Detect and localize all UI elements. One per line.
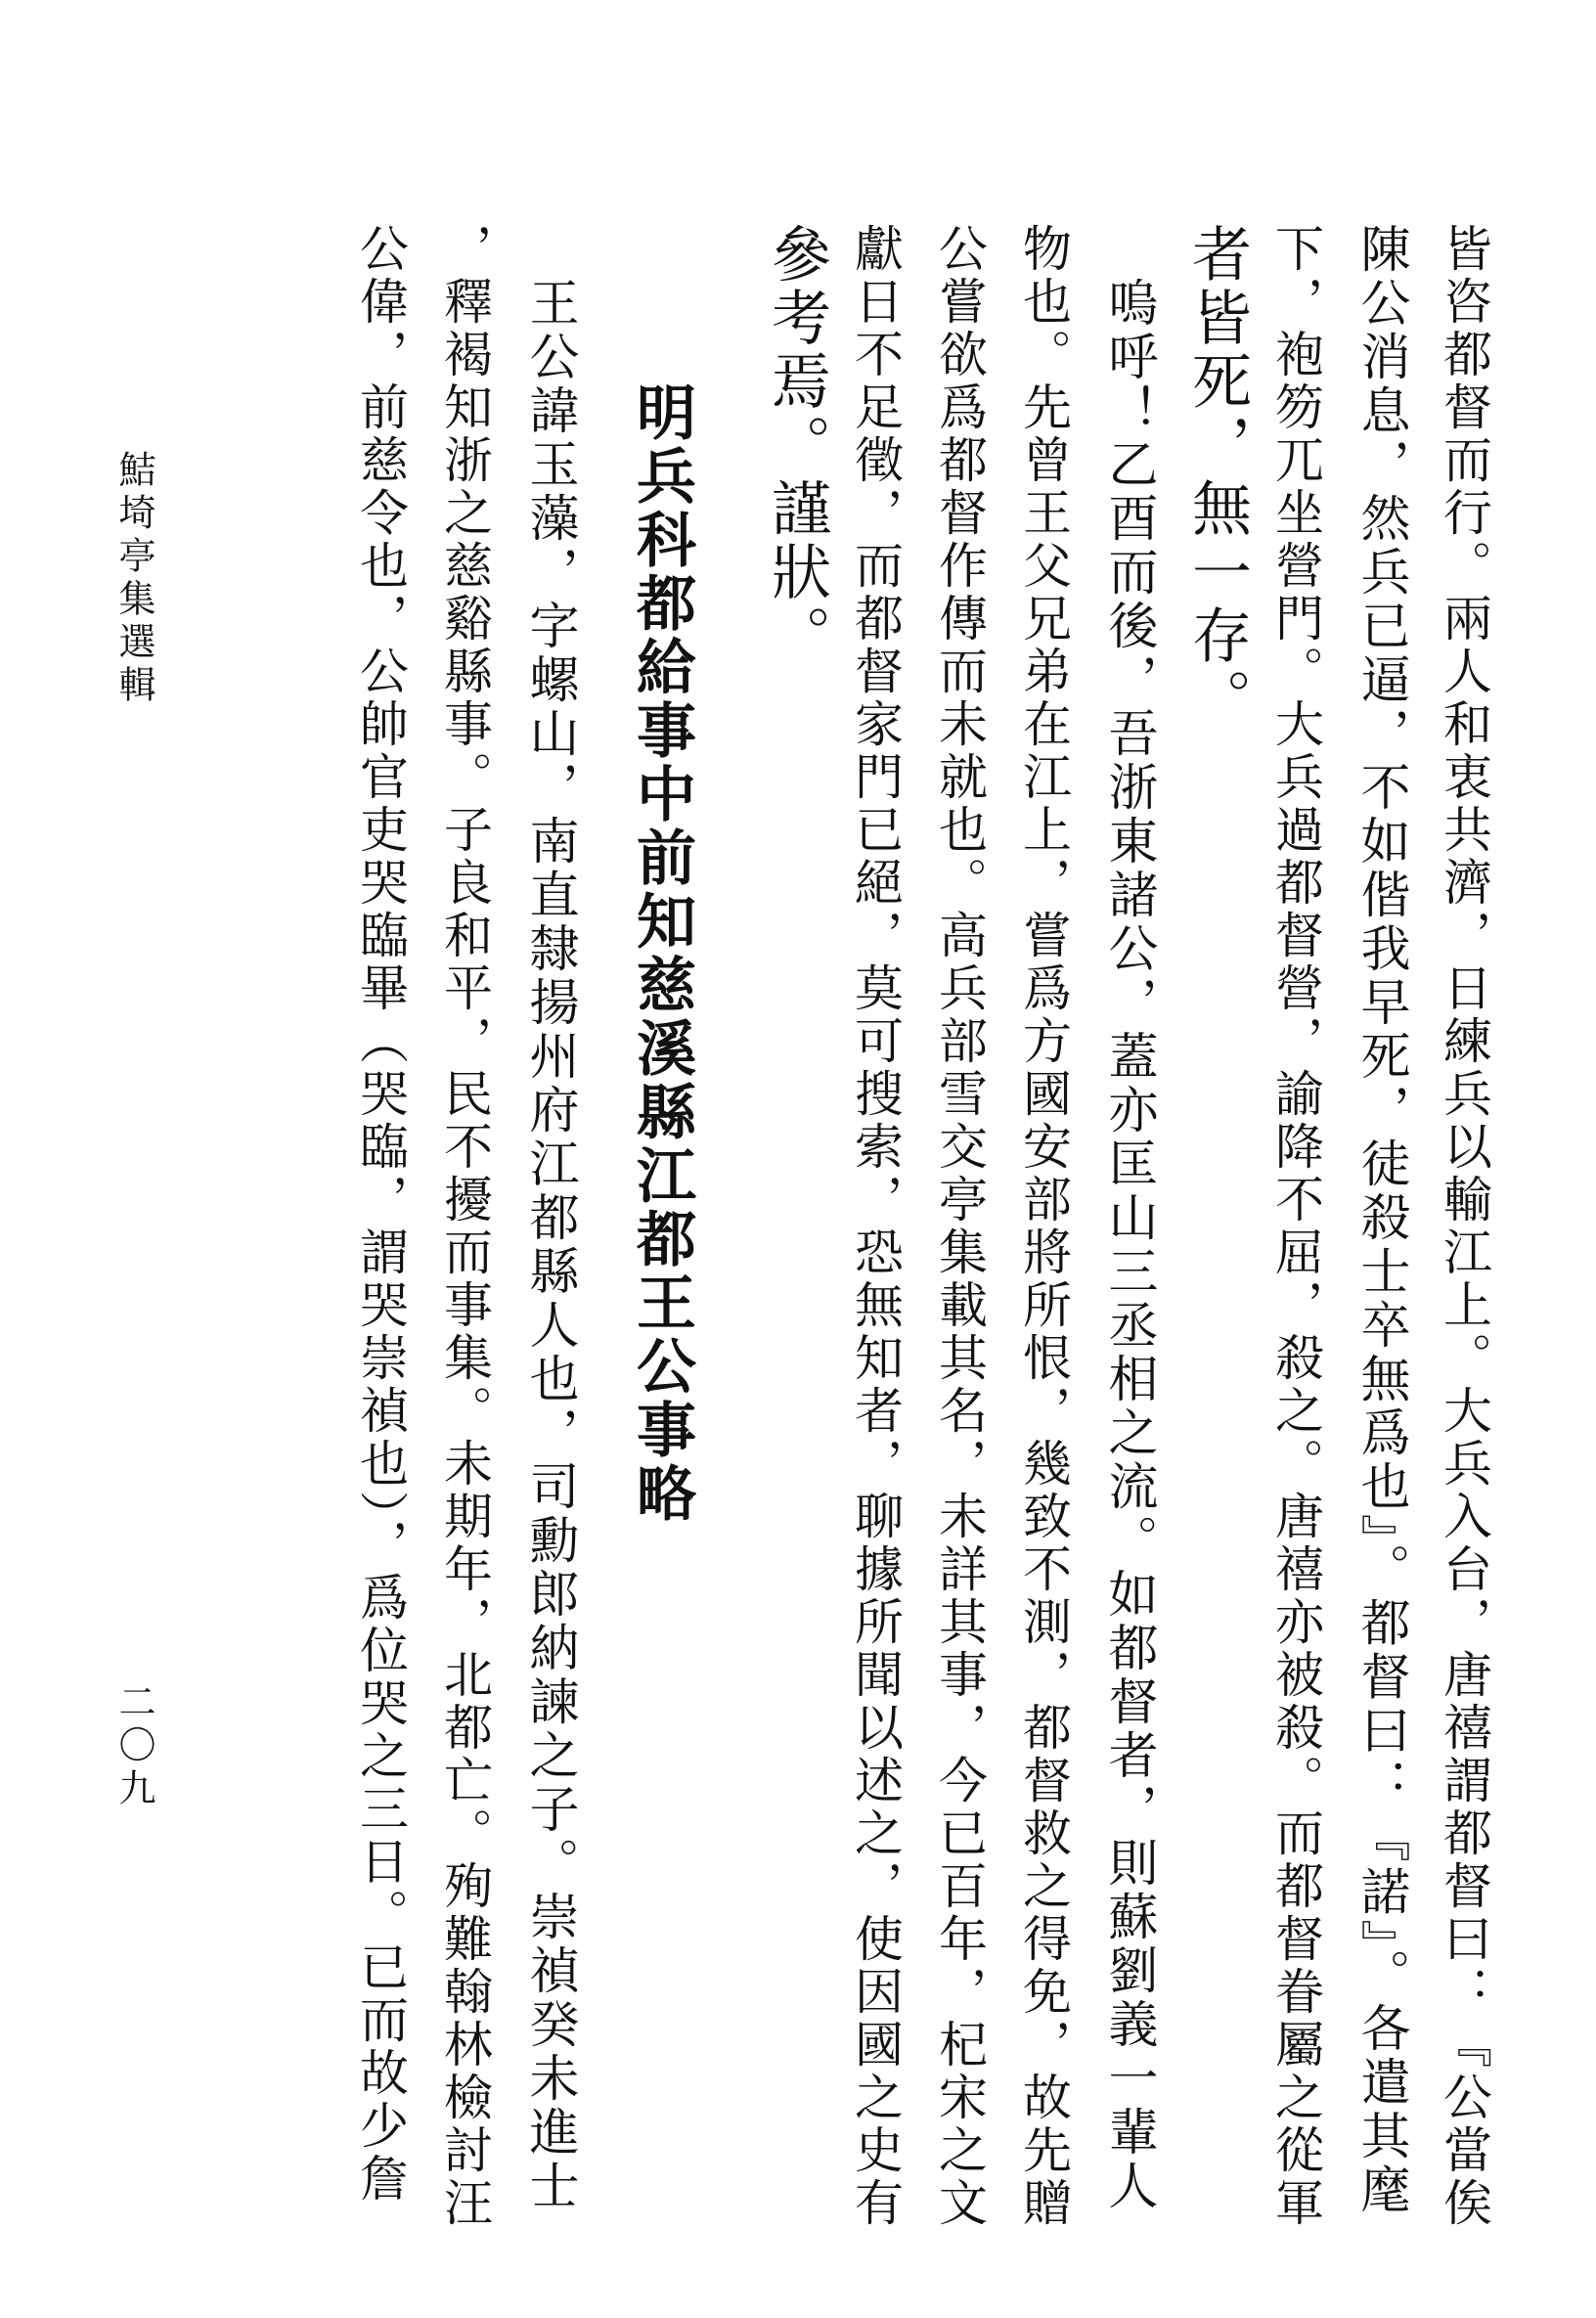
- text-column: 皆咨都督而行。兩人和衷共濟，日練兵以輸江上。大兵入台，唐禧謂都督曰：『公當俟: [1436, 223, 1492, 2230]
- text-column: 陳公消息，然兵已逼，不如偕我早死，徒殺士卒無爲也』。都督曰：『諾』。各遣其麾: [1352, 223, 1409, 2217]
- text-column: 公偉，前慈令也，公帥官吏哭臨畢（哭臨，謂哭崇禎也），爲位哭之三日。已而故少詹: [352, 223, 409, 2206]
- text-column: 獻日不足徵，而都督家門已絕，莫可搜索，恐無知者，聊據所聞以述之，使因國之史有: [847, 223, 904, 2230]
- page-number: 二〇九: [112, 1682, 155, 1811]
- text-column: 下，袍笏兀坐營門。大兵過都督營，諭降不屈，殺之。唐禧亦被殺。而都督眷屬之從軍: [1267, 223, 1324, 2230]
- text-column: ，釋褐知浙之慈谿縣事。子良和平，民不擾而事集。未期年，北都亡。殉難翰林檢討汪: [436, 223, 493, 2230]
- text-column: 公嘗欲爲都督作傳而未就也。高兵部雪交亭集載其名，未詳其事，今已百年，杞宋之文: [931, 223, 988, 2230]
- text-column: 參考焉。謹狀。: [762, 223, 831, 668]
- text-column: 王公諱玉藻，字螺山，南直隸揚州府江都縣人也，司勳郎納諫之子。崇禎癸未進士: [520, 223, 578, 2213]
- text-column: 者皆死，無一存。: [1182, 223, 1252, 732]
- article-title: 明兵科都給事中前知慈溪縣江都王公事略: [627, 381, 696, 1526]
- book-title-footer: 鮚埼亭集選輯: [112, 450, 155, 708]
- text-column: 物也。先曾王父兄弟在江上，嘗爲方國安部將所恨，幾致不測，都督救之得免，故先贈: [1015, 223, 1072, 2230]
- text-column: 嗚呼！乙酉而後，吾浙東諸公，蓋亦匡山三丞相之流。如都督者，則蘇劉義一輩人: [1099, 223, 1157, 2213]
